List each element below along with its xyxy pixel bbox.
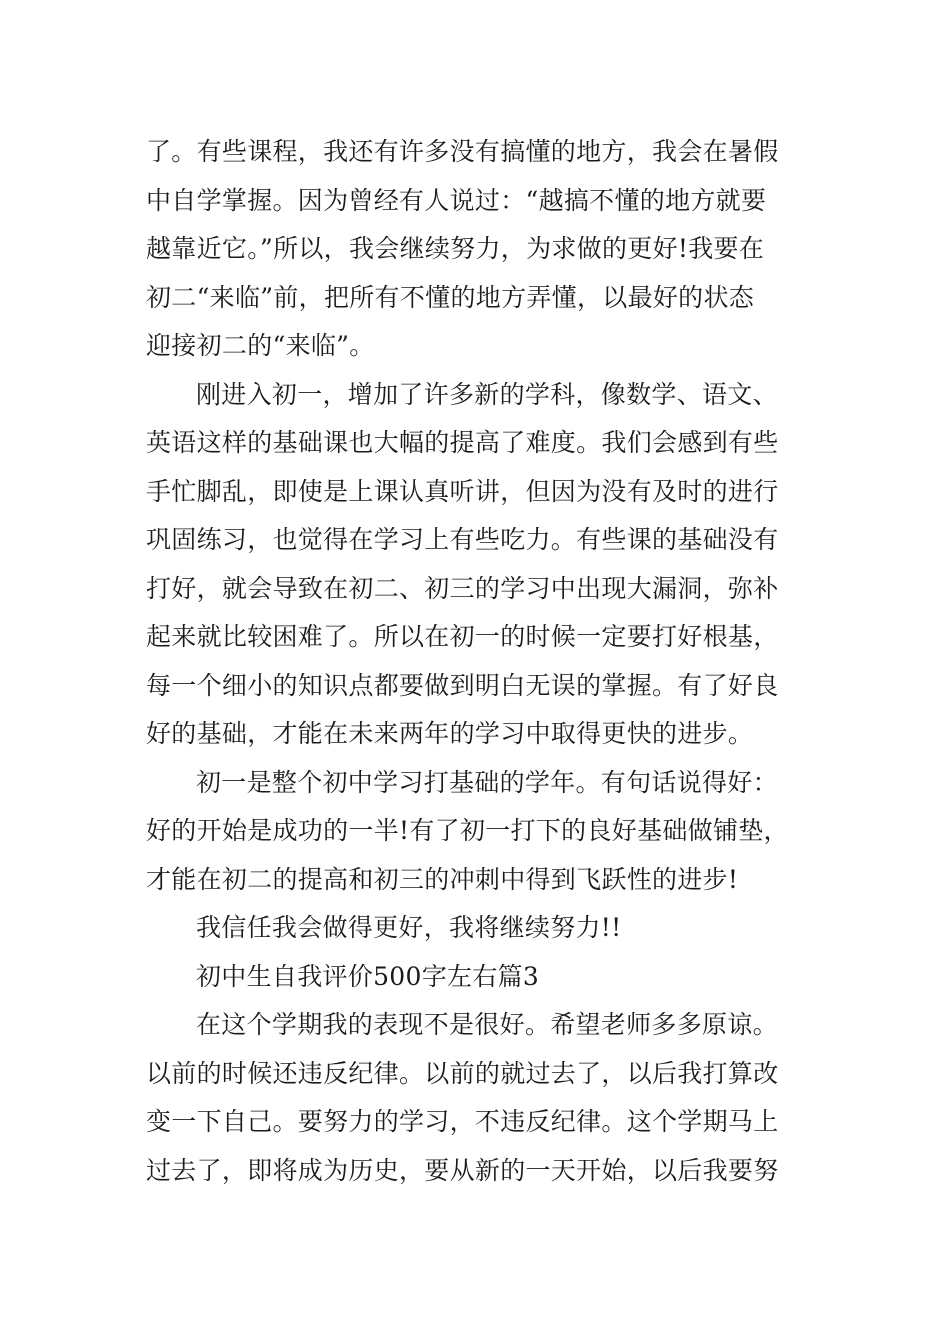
paragraph-first-line: 我信任我会做得更好，我将继续努力!! [196,913,622,942]
text-line: 英语这样的基础课也大幅的提高了难度。我们会感到有些 [146,428,779,457]
text-line: 以前的时候还违反纪律。以前的就过去了，以后我打算改 [146,1058,779,1088]
text-line: 好的开始是成功的一半!有了初一打下的良好基础做铺垫， [146,816,789,845]
text-line: 起来就比较困难了。所以在初一的时候一定要打好根基， [146,622,779,651]
document-body [146,128,808,1195]
paragraph-first-line: 初一是整个初中学习打基础的学年。有句话说得好： [196,767,778,797]
text-line: 初二“来临”前，把所有不懂的地方弄懂，以最好的状态 [146,282,755,312]
text-line: 过去了，即将成为历史，要从新的一天开始，以后我要努 [146,1155,779,1185]
text-line: 每一个细小的知识点都要做到明白无误的掌握。有了好良 [146,670,779,700]
text-line: 才能在初二的提高和初三的冲刺中得到飞跃性的进步! [146,864,739,894]
paragraph-first-line: 在这个学期我的表现不是很好。希望老师多多原谅。 [196,1010,778,1039]
text-line: 好的基础，才能在未来两年的学习中取得更快的进步。 [146,719,754,748]
text-line: 变一下自己。要努力的学习，不违反纪律。这个学期马上 [146,1107,779,1136]
paragraph-first-line: 刚进入初一，增加了许多新的学科，像数学、语文、 [196,379,778,409]
text-line: 迎接初二的“来临”。 [146,331,375,360]
text-line: 中自学掌握。因为曾经有人说过：“越搞不懂的地方就要 [146,185,767,215]
text-line: 手忙脚乱，即使是上课认真听讲，但因为没有及时的进行 [146,476,779,506]
text-line: 巩固练习，也觉得在学习上有些吃力。有些课的基础没有 [146,525,779,554]
text-line: 打好，就会导致在初二、初三的学习中出现大漏洞，弥补 [146,573,779,603]
text-line: 越靠近它。”所以，我会继续努力，为求做的更好!我要在 [146,234,765,263]
section-heading: 初中生自我评价500字左右篇3 [196,961,540,991]
text-line: 了。有些课程，我还有许多没有搞懂的地方，我会在暑假 [146,137,779,166]
